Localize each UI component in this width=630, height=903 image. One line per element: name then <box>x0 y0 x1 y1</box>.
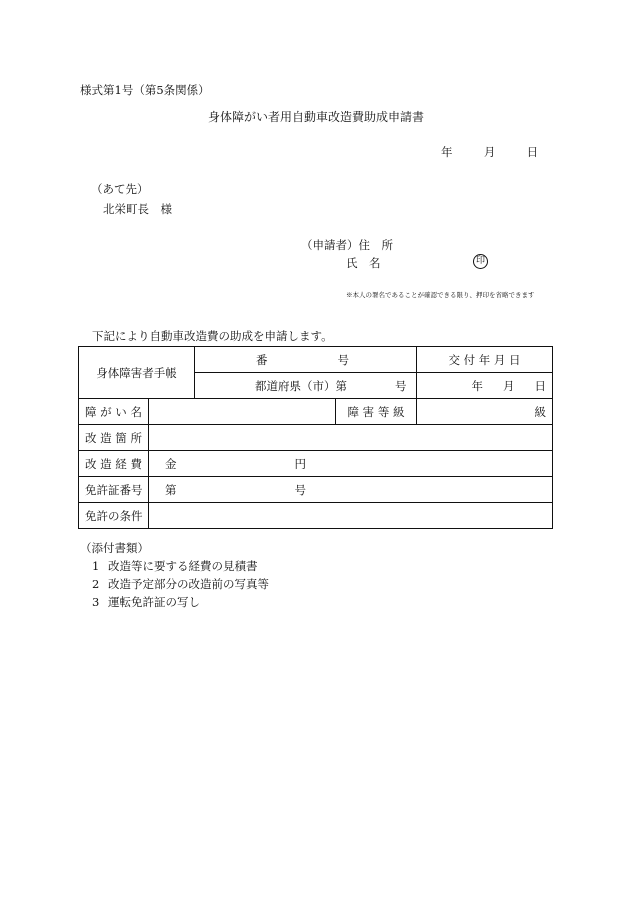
grade-unit: 級 <box>534 404 546 419</box>
handbook-label: 身体障害者手帳 <box>79 347 195 399</box>
license-condition-field[interactable] <box>149 503 553 529</box>
cost-prefix: 金 <box>165 456 177 471</box>
date-year: 年 <box>441 145 453 159</box>
attachment-text: 改造等に要する経費の見積書 <box>108 559 258 573</box>
list-item <box>92 594 200 610</box>
attachments-heading: （添付書類） <box>80 541 149 555</box>
applicant-address-label: （申請者）住 所 <box>301 238 393 252</box>
disability-grade-label: 障 害 等 級 <box>336 399 417 425</box>
intro-text: 下記により自動車改造費の助成を申請します。 <box>92 329 333 343</box>
form-number: 様式第1号（第5条関係） <box>80 83 210 97</box>
attachment-text: 運転免許証の写し <box>108 595 200 609</box>
addressee-label: （あて先） <box>91 182 149 196</box>
disability-grade-field[interactable] <box>417 399 553 425</box>
cost-unit: 円 <box>294 456 306 471</box>
attachment-text: 改造予定部分の改造前の写真等 <box>108 577 269 591</box>
license-prefix: 第 <box>165 482 177 497</box>
number-header-a: 番 <box>256 352 268 367</box>
table-row <box>79 399 553 425</box>
issue-date-header: 交 付 年 月 日 <box>417 347 553 373</box>
disability-name-field[interactable] <box>149 399 336 425</box>
number-header-b: 号 <box>337 352 349 367</box>
attachment-number: 3 <box>92 595 100 609</box>
license-condition-label: 免許の条件 <box>79 503 149 529</box>
table-row <box>79 425 553 451</box>
prefecture-number-cell[interactable] <box>195 373 417 399</box>
attachment-number: 2 <box>92 577 100 591</box>
seal-icon: 印 <box>473 254 488 269</box>
disability-name-label: 障 が い 名 <box>79 399 149 425</box>
license-suffix: 号 <box>294 482 306 497</box>
issue-date-cell[interactable] <box>417 373 553 399</box>
modification-place-label: 改 造 箇 所 <box>79 425 149 451</box>
issue-month: 月 <box>503 378 515 393</box>
number-header <box>195 347 417 373</box>
license-number-field[interactable] <box>149 477 553 503</box>
attachment-number: 1 <box>92 559 100 573</box>
table-row <box>79 477 553 503</box>
document-title: 身体障がい者用自動車改造費助成申請書 <box>208 110 425 124</box>
license-number-label: 免許証番号 <box>79 477 149 503</box>
issue-year: 年 <box>471 378 483 393</box>
modification-cost-field[interactable] <box>149 451 553 477</box>
prefecture-text: 都道府県（市）第 <box>255 378 347 393</box>
list-item <box>92 558 258 574</box>
table-row <box>79 347 553 373</box>
table-row <box>79 503 553 529</box>
addressee-name: 北栄町長 様 <box>103 202 172 216</box>
table-row <box>79 451 553 477</box>
modification-cost-label: 改 造 経 費 <box>79 451 149 477</box>
list-item <box>92 576 269 592</box>
application-table <box>78 346 553 529</box>
applicant-name-label: 氏 名 <box>346 256 381 270</box>
seal-note: ※本人の署名であることが確認できる限り、押印を省略できます <box>346 291 535 299</box>
date-month: 月 <box>483 145 496 159</box>
prefecture-no: 号 <box>395 378 407 393</box>
issue-day: 日 <box>534 378 546 393</box>
date-day: 日 <box>526 145 539 159</box>
date-line <box>441 144 538 160</box>
modification-place-field[interactable] <box>149 425 553 451</box>
